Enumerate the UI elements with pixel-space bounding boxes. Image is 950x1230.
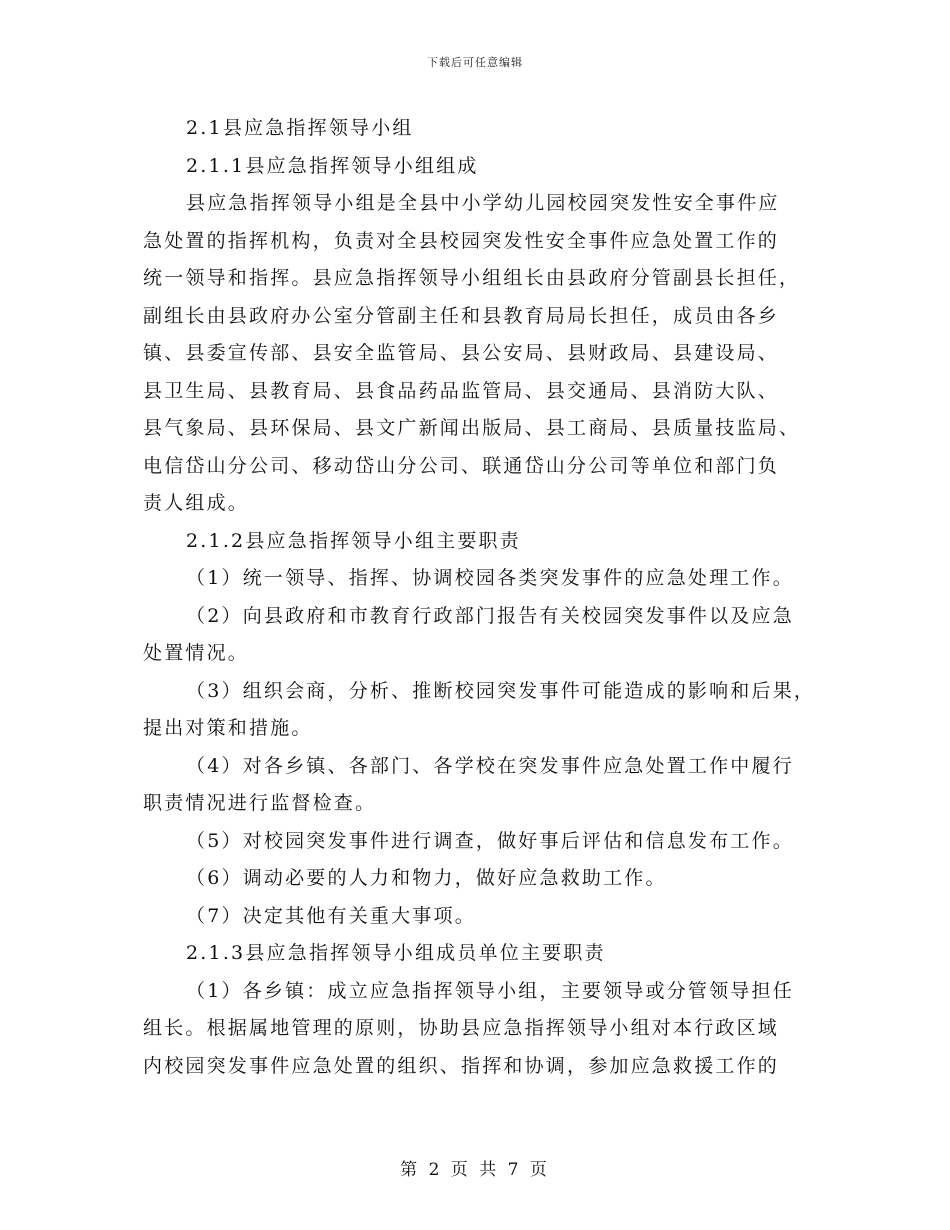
subsection-heading: 2.1.1县应急指挥领导小组组成 [186, 154, 479, 177]
page-number: 第 2 页 共 7 页 [400, 1160, 550, 1180]
list-item-continuation: 提出对策和措施。 [143, 717, 313, 739]
list-item: （7）决定其他有关重大事项。 [186, 904, 476, 927]
subsection-heading: 2.1.3县应急指挥领导小组成员单位主要职责 [186, 942, 606, 964]
list-item: （5）对校园突发事件进行调查，做好事后评估和信息发布工作。 [186, 829, 794, 852]
paragraph-line: 县气象局、县环保局、县文广新闻出版局、县工商局、县质量技监局、 [143, 417, 801, 439]
list-item: （1）统一领导、指挥、协调校园各类突发事件的应急处理工作。 [186, 567, 794, 589]
paragraph-line: 县卫生局、县教育局、县食品药品监管局、县交通局、县消防大队、 [143, 379, 780, 402]
list-item: （6）调动必要的人力和物力，做好应急救助工作。 [186, 867, 667, 889]
paragraph-line: 电信岱山分公司、移动岱山分公司、联通岱山分公司等单位和部门负 [143, 454, 780, 477]
paragraph-line: 责人组成。 [143, 492, 250, 514]
subsection-heading: 2.1.2县应急指挥领导小组主要职责 [186, 529, 521, 552]
document-body [143, 110, 823, 1085]
list-item-continuation: 职责情况进行监督检查。 [143, 792, 377, 814]
page-header: 下载后可任意编辑 [427, 56, 523, 69]
list-item: （1）各乡镇：成立应急指挥领导小组，主要领导或分管领导担任 [186, 979, 794, 1002]
paragraph-line: 副组长由县政府办公室分管副主任和县教育局局长担任，成员由各乡 [143, 304, 780, 327]
paragraph-line: 县应急指挥领导小组是全县中小学幼儿园校园突发性安全事件应 [186, 192, 780, 214]
list-item-continuation: 处置情况。 [143, 642, 250, 664]
list-item-continuation: 内校园突发事件应急处置的组织、指挥和协调，参加应急救援工作的 [143, 1054, 780, 1077]
list-item: （4）对各乡镇、各部门、各学校在突发事件应急处置工作中履行 [186, 754, 794, 777]
list-item: （3）组织会商，分析、推断校园突发事件可能造成的影响和后果， [186, 679, 816, 702]
paragraph-line: 统一领导和指挥。县应急指挥领导小组组长由县政府分管副县长担任， [143, 267, 801, 289]
list-item-continuation: 组长。根据属地管理的原则，协助县应急指挥领导小组对本行政区域 [143, 1017, 780, 1039]
paragraph-line: 急处置的指挥机构，负责对全县校园突发性安全事件应急处置工作的 [143, 229, 780, 252]
paragraph-line: 镇、县委宣传部、县安全监管局、县公安局、县财政局、县建设局、 [143, 342, 780, 364]
section-heading: 2.1县应急指挥领导小组 [186, 117, 414, 139]
list-item: （2）向县政府和市教育行政部门报告有关校园突发事件以及应急 [186, 604, 794, 627]
